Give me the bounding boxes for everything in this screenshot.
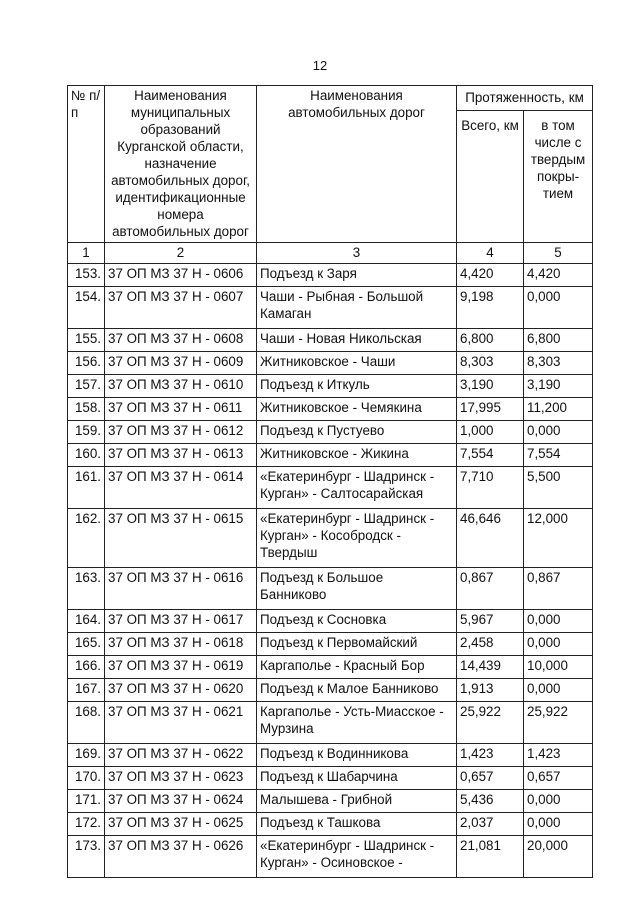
length-hard-surface: 0,657	[524, 767, 593, 790]
row-number: 172.	[68, 813, 105, 836]
length-total: 3,190	[457, 375, 524, 398]
table-row	[68, 679, 593, 702]
length-hard-surface: 0,000	[524, 790, 593, 813]
length-hard-surface: 8,303	[524, 352, 593, 375]
column-number: 5	[524, 243, 593, 264]
road-name: Подъезд к Пустуево	[257, 421, 457, 444]
header-municipal: Наименования муниципальных образований Курганской области, назначение автомобильных дорог, идентификационные номера автомобильных дорог	[105, 86, 257, 243]
row-number: 171.	[68, 790, 105, 813]
table-body	[68, 264, 593, 878]
road-id-code: 37 ОП МЗ 37 Н - 0619	[105, 656, 257, 679]
column-number: 4	[457, 243, 524, 264]
road-id-code: 37 ОП МЗ 37 Н - 0626	[105, 836, 257, 878]
road-name: Подъезд к Малое Банниково	[257, 679, 457, 702]
length-total: 25,922	[457, 702, 524, 744]
road-id-code: 37 ОП МЗ 37 Н - 0621	[105, 702, 257, 744]
table-row	[68, 329, 593, 352]
road-name: «Екатеринбург - Шадринск - Курган» - Салтосарайская	[257, 467, 457, 509]
road-id-code: 37 ОП МЗ 37 Н - 0618	[105, 633, 257, 656]
length-hard-surface: 0,000	[524, 813, 593, 836]
row-number: 160.	[68, 444, 105, 467]
road-name: Каргаполье - Красный Бор	[257, 656, 457, 679]
road-id-code: 37 ОП МЗ 37 Н - 0623	[105, 767, 257, 790]
row-number: 168.	[68, 702, 105, 744]
road-name: Подъезд к Сосновка	[257, 610, 457, 633]
road-id-code: 37 ОП МЗ 37 Н - 0625	[105, 813, 257, 836]
header-total: Всего, км	[457, 111, 524, 243]
column-number: 3	[257, 243, 457, 264]
road-id-code: 37 ОП МЗ 37 Н - 0620	[105, 679, 257, 702]
row-number: 163.	[68, 568, 105, 610]
length-hard-surface: 0,867	[524, 568, 593, 610]
road-id-code: 37 ОП МЗ 37 Н - 0616	[105, 568, 257, 610]
table-row	[68, 836, 593, 878]
road-id-code: 37 ОП МЗ 37 Н - 0611	[105, 398, 257, 421]
road-name: Малышева - Грибной	[257, 790, 457, 813]
table-row	[68, 352, 593, 375]
length-total: 9,198	[457, 287, 524, 329]
length-hard-surface: 4,420	[524, 264, 593, 287]
road-name: Подъезд к Водинникова	[257, 744, 457, 767]
length-total: 0,657	[457, 767, 524, 790]
table-row	[68, 287, 593, 329]
road-id-code: 37 ОП МЗ 37 Н - 0622	[105, 744, 257, 767]
length-total: 17,995	[457, 398, 524, 421]
road-name: Житниковское - Чаши	[257, 352, 457, 375]
table-row	[68, 633, 593, 656]
length-hard-surface: 11,200	[524, 398, 593, 421]
road-name: Подъезд к Первомайский	[257, 633, 457, 656]
length-total: 2,037	[457, 813, 524, 836]
row-number: 170.	[68, 767, 105, 790]
length-hard-surface: 5,500	[524, 467, 593, 509]
length-total: 8,303	[457, 352, 524, 375]
road-id-code: 37 ОП МЗ 37 Н - 0608	[105, 329, 257, 352]
road-id-code: 37 ОП МЗ 37 Н - 0613	[105, 444, 257, 467]
road-name: Подъезд к Ташкова	[257, 813, 457, 836]
row-number: 166.	[68, 656, 105, 679]
road-name: Подъезд к Большое Банниково	[257, 568, 457, 610]
row-number: 159.	[68, 421, 105, 444]
length-hard-surface: 7,554	[524, 444, 593, 467]
road-id-code: 37 ОП МЗ 37 Н - 0606	[105, 264, 257, 287]
table-row	[68, 790, 593, 813]
length-total: 4,420	[457, 264, 524, 287]
row-number: 158.	[68, 398, 105, 421]
row-number: 156.	[68, 352, 105, 375]
length-total: 6,800	[457, 329, 524, 352]
road-name: Подъезд к Шабарчина	[257, 767, 457, 790]
length-hard-surface: 0,000	[524, 287, 593, 329]
road-id-code: 37 ОП МЗ 37 Н - 0612	[105, 421, 257, 444]
row-number: 173.	[68, 836, 105, 878]
road-id-code: 37 ОП МЗ 37 Н - 0614	[105, 467, 257, 509]
road-name: Житниковское - Чемякина	[257, 398, 457, 421]
road-name: Житниковское - Жикина	[257, 444, 457, 467]
length-total: 14,439	[457, 656, 524, 679]
road-id-code: 37 ОП МЗ 37 Н - 0617	[105, 610, 257, 633]
length-total: 1,423	[457, 744, 524, 767]
length-total: 21,081	[457, 836, 524, 878]
header-num: № п/п	[68, 86, 105, 243]
length-hard-surface: 10,000	[524, 656, 593, 679]
length-hard-surface: 0,000	[524, 610, 593, 633]
row-number: 162.	[68, 509, 105, 568]
length-total: 2,458	[457, 633, 524, 656]
road-name: Чаши - Рыбная - Большой Камаган	[257, 287, 457, 329]
length-hard-surface: 25,922	[524, 702, 593, 744]
table-row	[68, 744, 593, 767]
header-road-name: Наименования автомобильных дорог	[257, 86, 457, 243]
header-length: Протяженность, км	[457, 86, 593, 111]
table-row	[68, 568, 593, 610]
column-number: 2	[105, 243, 257, 264]
row-number: 153.	[68, 264, 105, 287]
length-hard-surface: 0,000	[524, 633, 593, 656]
length-hard-surface: 6,800	[524, 329, 593, 352]
road-name: Подъезд к Иткуль	[257, 375, 457, 398]
length-total: 0,867	[457, 568, 524, 610]
length-total: 5,436	[457, 790, 524, 813]
length-total: 5,967	[457, 610, 524, 633]
row-number: 165.	[68, 633, 105, 656]
length-hard-surface: 1,423	[524, 744, 593, 767]
length-total: 1,000	[457, 421, 524, 444]
header-hard-surface: в том числе с твердым покры-тием	[524, 111, 593, 243]
row-number: 154.	[68, 287, 105, 329]
table-row	[68, 610, 593, 633]
page-number: 12	[312, 58, 328, 73]
road-id-code: 37 ОП МЗ 37 Н - 0609	[105, 352, 257, 375]
table-row	[68, 813, 593, 836]
road-name: Каргаполье - Усть-Миасское - Мурзина	[257, 702, 457, 744]
roads-table	[67, 85, 593, 878]
table-row	[68, 656, 593, 679]
length-total: 7,710	[457, 467, 524, 509]
table-row	[68, 702, 593, 744]
table-row	[68, 467, 593, 509]
table-row	[68, 767, 593, 790]
length-hard-surface: 12,000	[524, 509, 593, 568]
road-id-code: 37 ОП МЗ 37 Н - 0624	[105, 790, 257, 813]
table-row	[68, 264, 593, 287]
length-hard-surface: 20,000	[524, 836, 593, 878]
table-row	[68, 421, 593, 444]
table-row	[68, 375, 593, 398]
length-hard-surface: 3,190	[524, 375, 593, 398]
road-name: Чаши - Новая Никольская	[257, 329, 457, 352]
length-hard-surface: 0,000	[524, 421, 593, 444]
row-number: 167.	[68, 679, 105, 702]
road-name: «Екатеринбург - Шадринск - Курган» - Осиновское -	[257, 836, 457, 878]
table-row	[68, 509, 593, 568]
length-total: 7,554	[457, 444, 524, 467]
length-hard-surface: 0,000	[524, 679, 593, 702]
road-name: Подъезд к Заря	[257, 264, 457, 287]
row-number: 157.	[68, 375, 105, 398]
table-row	[68, 398, 593, 421]
column-number: 1	[68, 243, 105, 264]
table-row	[68, 444, 593, 467]
row-number: 155.	[68, 329, 105, 352]
row-number: 164.	[68, 610, 105, 633]
length-total: 1,913	[457, 679, 524, 702]
road-id-code: 37 ОП МЗ 37 Н - 0615	[105, 509, 257, 568]
row-number: 169.	[68, 744, 105, 767]
length-total: 46,646	[457, 509, 524, 568]
row-number: 161.	[68, 467, 105, 509]
road-id-code: 37 ОП МЗ 37 Н - 0610	[105, 375, 257, 398]
road-name: «Екатеринбург - Шадринск - Курган» - Кособродск - Твердыш	[257, 509, 457, 568]
road-id-code: 37 ОП МЗ 37 Н - 0607	[105, 287, 257, 329]
